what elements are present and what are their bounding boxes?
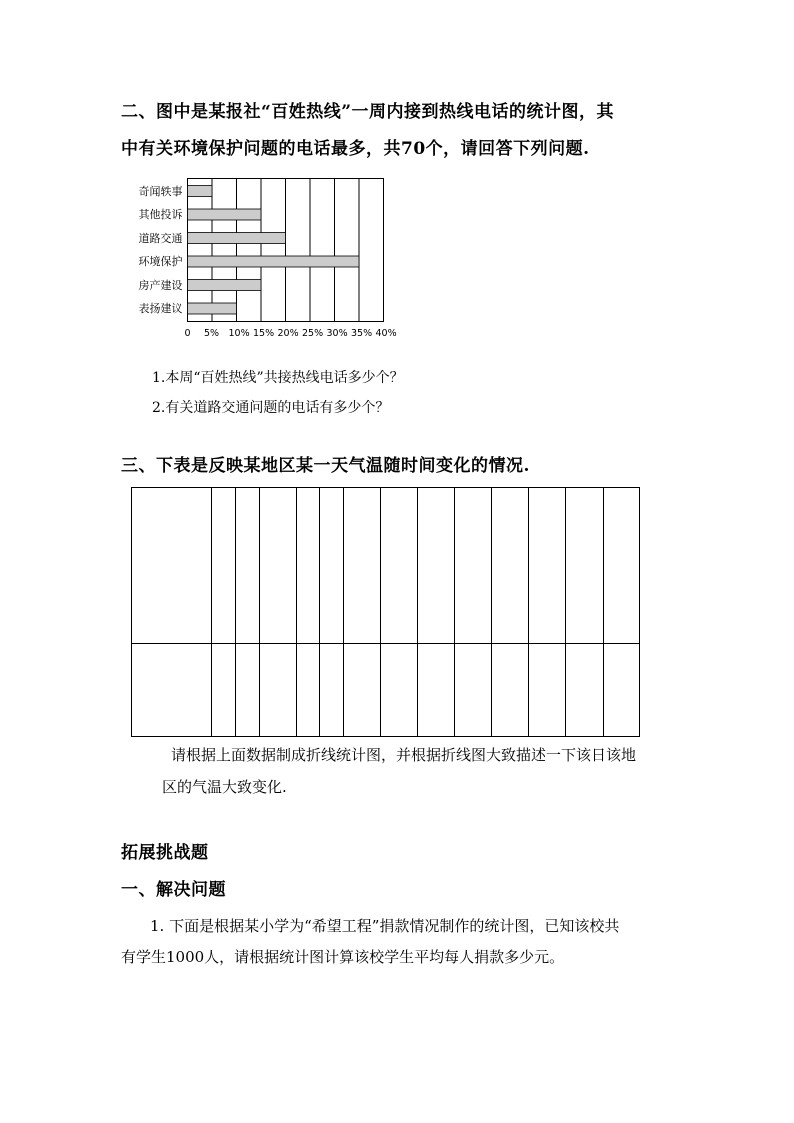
chart-x-tick-label: 35% — [351, 327, 373, 339]
extension-heading: 拓展挑战题 — [121, 843, 209, 863]
chart-category-label: 奇闻轶事 — [138, 184, 183, 198]
chart-x-tick-label: 25% — [302, 327, 324, 339]
section3-title: 三、下表是反映某地区某一天气温随时间变化的情况. — [121, 456, 530, 476]
chart-category-label: 表扬建议 — [138, 302, 183, 315]
chart-category-label: 房产建设 — [138, 278, 183, 292]
chart-x-tick-label: 10% — [228, 327, 250, 339]
section2-question-line1: 二、图中是某报社“百姓热线”一周内接到热线电话的统计图，其 — [121, 102, 615, 122]
section3-instruction-line1: 请根据上面数据制成折线统计图，并根据折线图大致描述一下该日该地 — [171, 746, 637, 764]
chart-x-tick-label: 15% — [253, 327, 275, 339]
extension-subheading: 一、解决问题 — [121, 880, 226, 900]
section2-question-line2: 中有关环境保护问题的电话最多，共70个，请回答下列问题. — [121, 139, 590, 159]
section2-subquestion-1: 1.本周“百姓热线”共接热线电话多少个？ — [152, 370, 404, 386]
chart-x-tick-label: 40% — [375, 327, 397, 339]
chart-category-label: 道路交通 — [138, 231, 183, 245]
section2-subquestion-2: 2.有关道路交通问题的电话有多少个？ — [152, 400, 390, 416]
extension-question1-line1: 1. 下面是根据某小学为“希望工程”捐款情况制作的统计图，已知该校共 — [150, 917, 620, 935]
chart-x-tick-label: 30% — [326, 327, 348, 339]
chart-x-tick-label: 20% — [277, 327, 299, 339]
chart-x-tick-label: 0 — [184, 327, 191, 339]
section3-instruction-line2: 区的气温大致变化. — [162, 778, 287, 796]
extension-question1-line2: 有学生1000人，请根据统计图计算该校学生平均每人捐款多少元。 — [121, 948, 565, 966]
chart-category-label: 其他投诉 — [138, 208, 183, 221]
chart-category-label: 环境保护 — [138, 255, 183, 268]
chart-x-tick-label: 5% — [204, 327, 220, 339]
